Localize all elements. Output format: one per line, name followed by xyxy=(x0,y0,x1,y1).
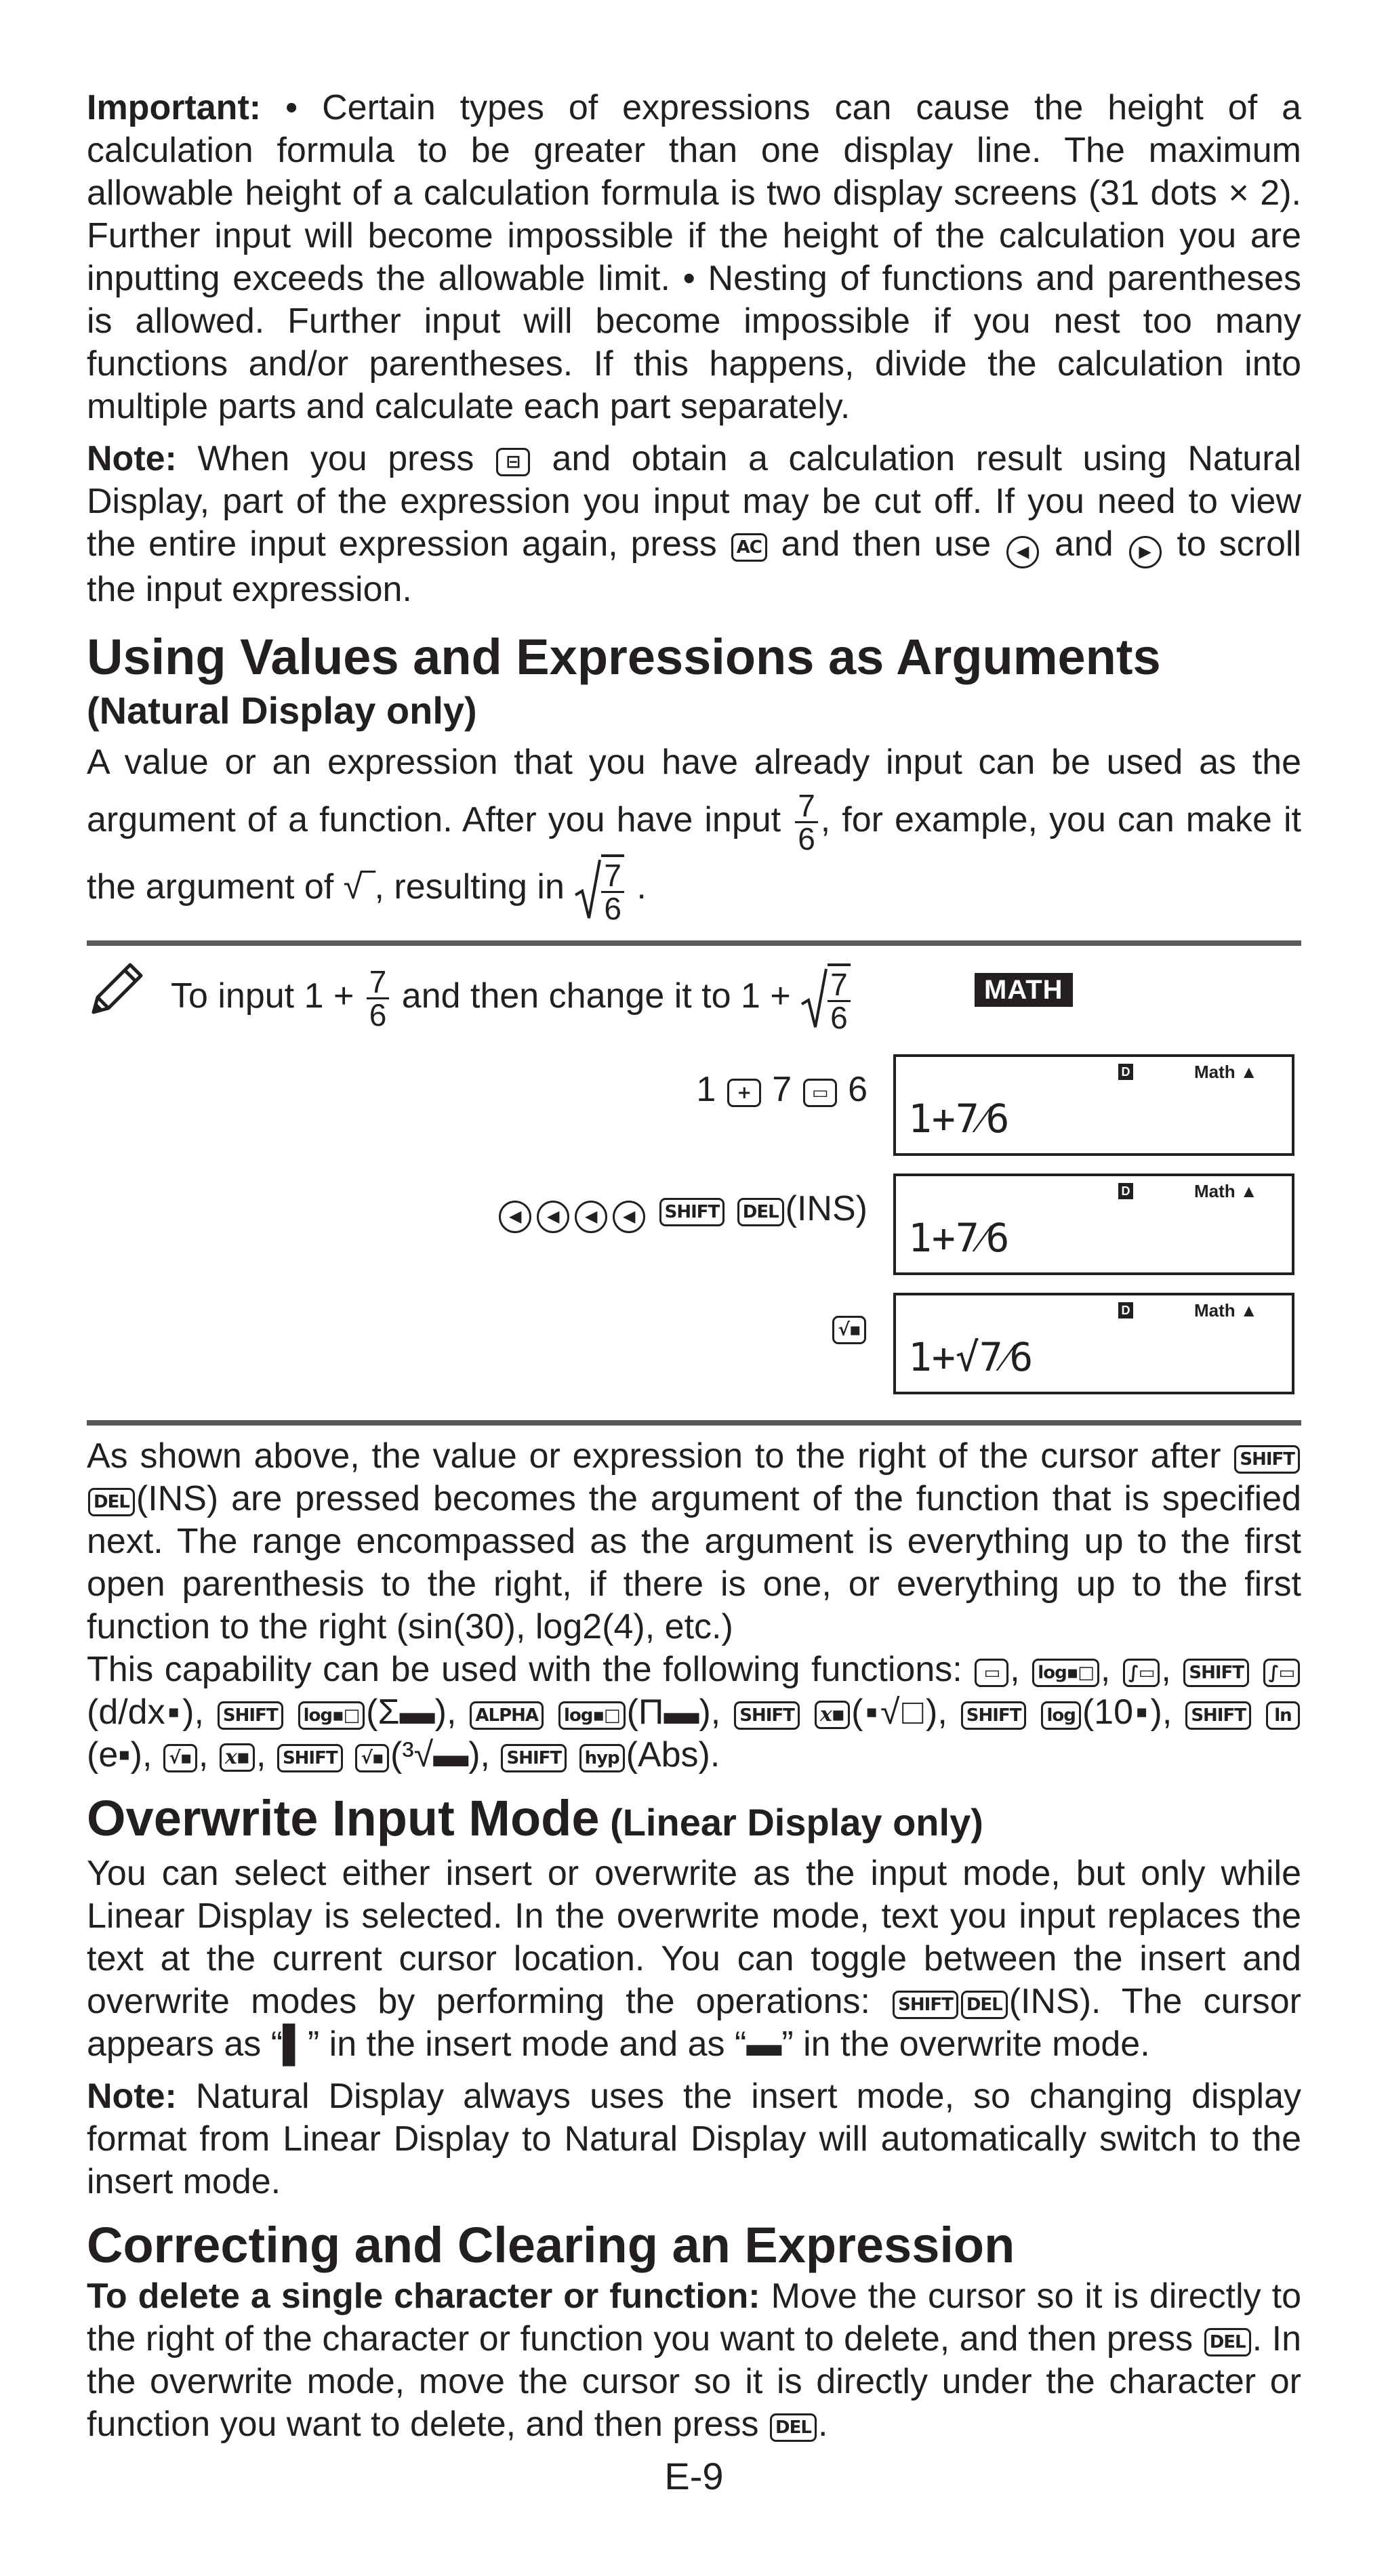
note-text: and then use xyxy=(768,524,1004,564)
left-arrow-key-icon: ◀ xyxy=(613,1201,645,1233)
arguments-text: , for example, you can make it the argument of √‾, resulting in xyxy=(87,800,1301,907)
left-arrow-key-icon: ◀ xyxy=(1006,536,1039,568)
shift-key-icon: SHIFT xyxy=(893,1991,958,2019)
example-title-text: To input 1 + xyxy=(171,976,364,1016)
function-label: (Σ▬) xyxy=(366,1692,447,1732)
ln-key-icon: ln xyxy=(1266,1701,1300,1730)
shift-key-icon: SHIFT xyxy=(1185,1701,1251,1730)
equals-key-icon: ⊟ xyxy=(496,448,530,476)
shift-key-icon: SHIFT xyxy=(218,1701,283,1730)
sqrt-key-icon: √▪ xyxy=(355,1744,389,1772)
overwrite-note xyxy=(87,2075,1301,2203)
functions-paragraph: This capability can be used with the following functions: ▭ , log▪□ , ∫▭ , SHIFT ∫▭(d/dx▪), SHIFT log▪□ (Σ▬), ALPHA log▪□ (Π▬), SHIFT x▪ (▪√□), SHIFT log (10▪), SHIFT ln(e▪), √▪ , x▪ , SHIFT √▪ (³√▬), SHIFT hyp (Abs). xyxy=(87,1648,1301,1777)
lcd-screen-step3 xyxy=(893,1293,1294,1394)
example-title xyxy=(171,963,853,1033)
lcd-expression: 1+√7⁄6 xyxy=(908,1334,1034,1380)
log-base-key-icon: log▪□ xyxy=(558,1701,626,1730)
note-text: and obtain a calculation result using Natural Display, part of the expression you input may be cut off. If you need to view the entire input expression again, press xyxy=(87,439,1301,564)
step1-keys xyxy=(696,1069,868,1110)
functions-text: This capability can be used with the following functions: xyxy=(87,1650,974,1689)
degree-indicator: D xyxy=(1118,1064,1133,1080)
fraction-numerator: 7 xyxy=(601,860,624,893)
shift-key-icon: SHIFT xyxy=(501,1744,567,1772)
del-key-icon: DEL xyxy=(1204,2328,1251,2356)
left-arrow-key-icon: ◀ xyxy=(575,1201,607,1233)
correcting-text: . In the overwrite mode, move the cursor so it is directly under the character or function you want to delete, and then press xyxy=(87,2319,1302,2444)
section-title-overwrite xyxy=(87,1789,1301,1852)
example-box xyxy=(87,940,1301,1426)
log-base-key-icon: log▪□ xyxy=(1032,1659,1099,1687)
section-subtitle-arguments: (Natural Display only) xyxy=(87,689,477,732)
lcd-screen-step1 xyxy=(893,1054,1294,1156)
math-indicator: Math ▲ xyxy=(1194,1181,1258,1201)
left-arrow-key-icon: ◀ xyxy=(537,1201,569,1233)
function-label: (Abs). xyxy=(626,1735,720,1774)
fraction-denominator: 6 xyxy=(830,1000,848,1035)
correcting-paragraph xyxy=(87,2275,1301,2446)
function-label: (▪√□) xyxy=(851,1692,938,1732)
function-label: (10▪) xyxy=(1082,1692,1162,1732)
correcting-bold-lead: To delete a single character or function: xyxy=(87,2277,760,2316)
step2-keys xyxy=(496,1188,868,1233)
important-text: • Certain types of expressions can cause the height of a calculation formula to be greater than one display line. The maximum allowable height of a calculation formula is two display screens (31 dots × 2). Further input will become impossible if the height of the calculation you are inputting exceeds the allowable limit. • Nesting of functions and parentheses is allowed. Further input will become impossible if you nest too many functions and/or parentheses. If this happens, divide the calculation into multiple parts and calculate each part separately. xyxy=(87,88,1301,426)
fraction-numerator: 7 xyxy=(828,969,851,1002)
shift-key-icon: SHIFT xyxy=(734,1701,800,1730)
del-key-icon: DEL xyxy=(737,1198,784,1226)
ins-label: (INS) xyxy=(785,1189,868,1228)
alpha-key-icon: ALPHA xyxy=(470,1701,544,1730)
left-arrow-key-icon: ◀ xyxy=(499,1201,531,1233)
note-paragraph xyxy=(87,438,1301,611)
function-label: (Π▬) xyxy=(626,1692,711,1732)
ac-key-icon: AC xyxy=(731,533,767,562)
shift-key-icon: SHIFT xyxy=(277,1744,343,1772)
example-title-text: and then change it to 1 + xyxy=(392,976,801,1016)
key-digit: 7 xyxy=(772,1070,792,1109)
lcd-screen-step2 xyxy=(893,1173,1294,1275)
after-text: As shown above, the value or expression to the right of the cursor after xyxy=(87,1436,1233,1476)
sqrt-fraction-icon xyxy=(800,963,853,1033)
right-arrow-key-icon: ▶ xyxy=(1129,536,1162,568)
arguments-text: A value or an expression that you have already input can be used as the argument of a function. After you have input xyxy=(87,743,1301,840)
fraction-denominator: 6 xyxy=(798,821,815,856)
integral-key-icon: ∫▭ xyxy=(1263,1659,1300,1687)
manual-page xyxy=(87,87,1301,2446)
del-key-icon: DEL xyxy=(961,1991,1008,2019)
fraction-denominator: 6 xyxy=(604,891,621,926)
fraction-key-icon: ▭ xyxy=(975,1659,1008,1687)
math-mode-badge: MATH xyxy=(975,973,1073,1007)
shift-key-icon: SHIFT xyxy=(1234,1445,1300,1474)
key-digit: 1 xyxy=(696,1070,716,1109)
sqrt-key-icon: √▪ xyxy=(832,1316,866,1344)
overwrite-paragraph xyxy=(87,1852,1301,2066)
x-power-key-icon: x▪ xyxy=(220,1743,255,1772)
arguments-text: . xyxy=(626,867,647,907)
integral-key-icon: ∫▭ xyxy=(1123,1659,1160,1687)
overwrite-subtitle: (Linear Display only) xyxy=(599,1801,983,1844)
hyp-key-icon: hyp xyxy=(579,1744,625,1772)
fraction-denominator: 6 xyxy=(369,997,387,1033)
sqrt-fraction-icon xyxy=(574,854,627,924)
shift-key-icon: SHIFT xyxy=(1183,1659,1249,1687)
sqrt-key-icon: √▪ xyxy=(163,1744,197,1772)
function-label: (d/dx▪) xyxy=(87,1692,195,1732)
fraction-numerator: 7 xyxy=(367,966,390,999)
math-indicator: Math ▲ xyxy=(1194,1062,1258,1082)
degree-indicator: D xyxy=(1118,1302,1133,1318)
arguments-paragraph xyxy=(87,734,1301,924)
important-paragraph xyxy=(87,87,1301,428)
note-text: When you press xyxy=(176,439,495,478)
lcd-expression: 1+7⁄6 xyxy=(908,1215,1010,1261)
overwrite-text: You can select either insert or overwrite as the input mode, but only while Linear Display is selected. In the overwrite mode, text you input replaces the text at the current cursor location. You can toggle between the insert and overwrite modes by performing the operations: xyxy=(87,1854,1301,2021)
log-base-key-icon: log▪□ xyxy=(298,1701,365,1730)
plus-key-icon: + xyxy=(727,1079,761,1107)
fraction-key-icon: ▭ xyxy=(803,1079,837,1107)
fraction-seven-sixths xyxy=(367,966,390,1031)
del-key-icon: DEL xyxy=(770,2413,817,2442)
note-text: and xyxy=(1042,524,1126,564)
section-title-arguments: Using Values and Expressions as Arguments xyxy=(87,629,1161,685)
note-label: Note: xyxy=(87,2077,177,2116)
note-text: to scroll the input expression. xyxy=(87,524,1301,609)
log-key-icon: log xyxy=(1041,1701,1080,1730)
note-label: Note: xyxy=(87,439,177,478)
overwrite-title-text: Overwrite Input Mode xyxy=(87,1790,600,1846)
lcd-expression: 1+7⁄6 xyxy=(908,1096,1010,1142)
shift-key-icon: SHIFT xyxy=(961,1701,1027,1730)
page-number: E-9 xyxy=(664,2455,724,2497)
fraction-numerator: 7 xyxy=(795,790,818,823)
key-digit: 6 xyxy=(848,1070,868,1109)
step3-keys xyxy=(831,1306,868,1347)
correcting-text: Move the cursor so it is directly to the right of the character or function you want to delete, and then press xyxy=(87,2277,1302,2359)
after-paragraph xyxy=(87,1435,1301,1648)
note-text: Natural Display always uses the insert mode, so changing display format from Linear Display to Natural Display will automatically switch to the insert mode. xyxy=(87,2077,1301,2201)
x-power-key-icon: x▪ xyxy=(815,1701,850,1729)
function-label: (e▪) xyxy=(87,1735,142,1774)
degree-indicator: D xyxy=(1118,1183,1133,1199)
pencil-icon xyxy=(87,961,145,1019)
fraction-seven-sixths xyxy=(795,790,818,854)
del-key-icon: DEL xyxy=(88,1488,135,1516)
after-text: (INS) are pressed becomes the argument of the function that is specified next. The range encompassed as the argument is everything up to the first open parenthesis to the right, if there is one, or everything up to the first function to the right (sin(30), log2(4), etc.) xyxy=(87,1479,1301,1646)
correcting-text: . xyxy=(817,2405,828,2444)
section-title-correcting: Correcting and Clearing an Expression xyxy=(87,2217,1015,2273)
overwrite-text: (INS). The cursor appears as “▌” in the insert mode and as “▬” in the overwrite mode. xyxy=(87,1982,1301,2064)
important-label: Important: xyxy=(87,88,262,127)
function-label: (³√▬) xyxy=(390,1735,481,1774)
shift-key-icon: SHIFT xyxy=(659,1198,725,1226)
math-indicator: Math ▲ xyxy=(1194,1300,1258,1321)
